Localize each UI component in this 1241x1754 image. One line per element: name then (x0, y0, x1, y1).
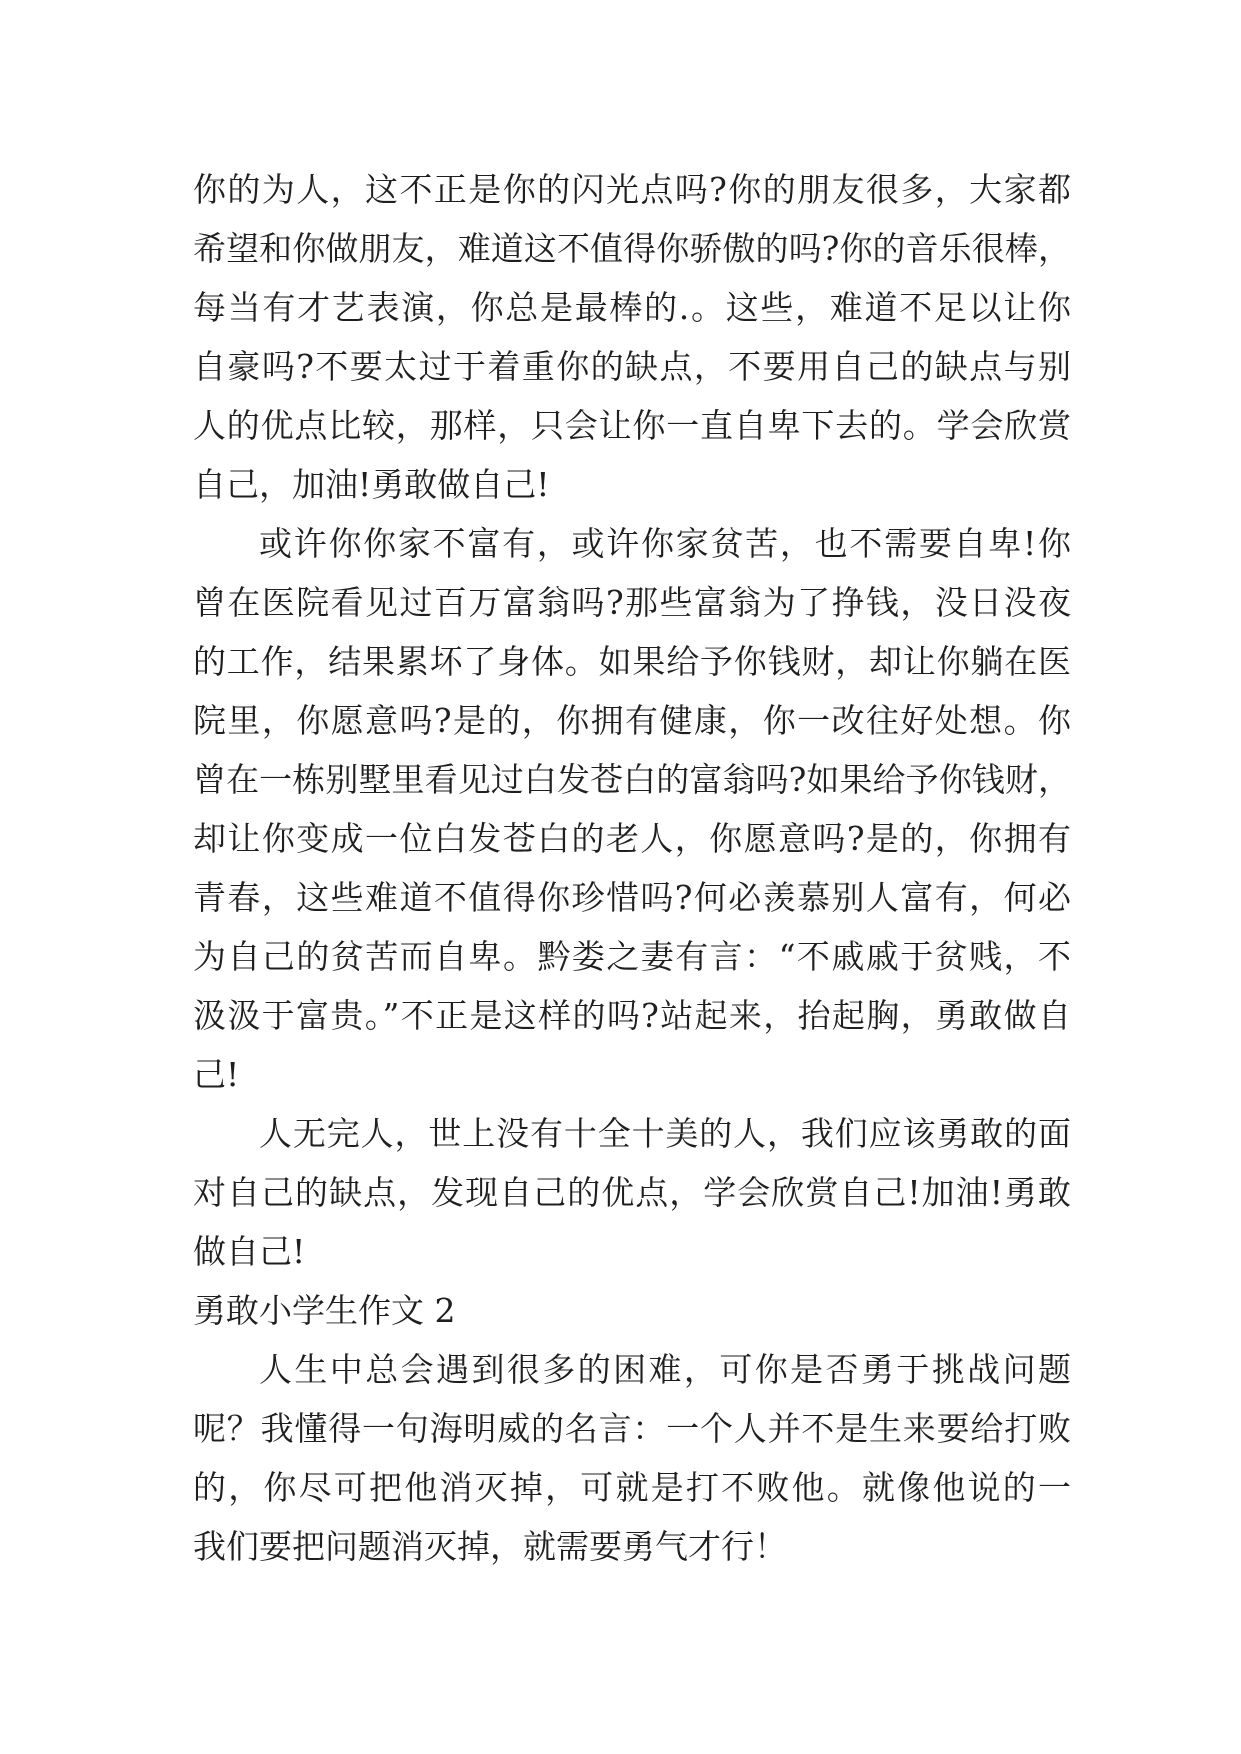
text-line: 汲汲于富贵。”不正是这样的吗?站起来，抬起胸，勇敢做自 (193, 996, 1071, 1035)
paragraph-3 (193, 1104, 1071, 1281)
text-line: 希望和你做朋友，难道这不值得你骄傲的吗?你的音乐很棒， (193, 229, 1071, 268)
text-line: 院里，你愿意吗?是的，你拥有健康，你一改往好处想。你 (193, 701, 1071, 740)
text-line: 青春，这些难道不值得你珍惜吗?何必羡慕别人富有，何必 (193, 878, 1071, 917)
text-line: 我们要把问题消灭掉，就需要勇气才行！ (193, 1527, 787, 1566)
paragraph-2 (193, 514, 1071, 1104)
text-line: 每当有才艺表演，你总是最棒的.。这些，难道不足以让你 (193, 288, 1071, 327)
text-line: 曾在医院看见过百万富翁吗?那些富翁为了挣钱，没日没夜 (193, 583, 1071, 622)
paragraph-1 (193, 160, 1071, 514)
document-body (193, 160, 1071, 1576)
text-line: 呢？我懂得一句海明威的名言：一个人并不是生来要给打败 (193, 1409, 1071, 1448)
text-line: 或许你你家不富有，或许你家贫苦，也不需要自卑!你 (259, 524, 1071, 563)
text-line: 为自己的贫苦而自卑。黔娄之妻有言：“不戚戚于贫贱，不 (193, 937, 1071, 976)
text-line: 人的优点比较，那样，只会让你一直自卑下去的。学会欣赏 (193, 406, 1071, 445)
text-line: 的，你尽可把他消灭掉，可就是打不败他。就像他说的一 (193, 1468, 1071, 1507)
paragraph-4 (193, 1340, 1071, 1576)
text-line: 你的为人，这不正是你的闪光点吗?你的朋友很多，大家都 (193, 170, 1071, 209)
text-line: 的工作，结果累坏了身体。如果给予你钱财，却让你躺在医 (193, 642, 1071, 681)
text-line: 做自己! (193, 1232, 306, 1271)
text-line: 对自己的缺点，发现自己的优点，学会欣赏自己!加油!勇敢 (193, 1173, 1071, 1212)
text-line: 自豪吗?不要太过于着重你的缺点，不要用自己的缺点与别 (193, 347, 1071, 386)
text-line: 自己，加油!勇敢做自己! (193, 465, 550, 504)
text-line: 人生中总会遇到很多的困难，可你是否勇于挑战问题 (259, 1350, 1071, 1389)
text-line: 曾在一栋别墅里看见过白发苍白的富翁吗?如果给予你钱财， (193, 760, 1071, 799)
text-line: 却让你变成一位白发苍白的老人，你愿意吗?是的，你拥有 (193, 819, 1071, 858)
text-line: 己! (193, 1055, 240, 1094)
section-heading: 勇敢小学生作文 2 (193, 1291, 456, 1330)
text-line: 人无完人，世上没有十全十美的人，我们应该勇敢的面 (259, 1114, 1071, 1153)
